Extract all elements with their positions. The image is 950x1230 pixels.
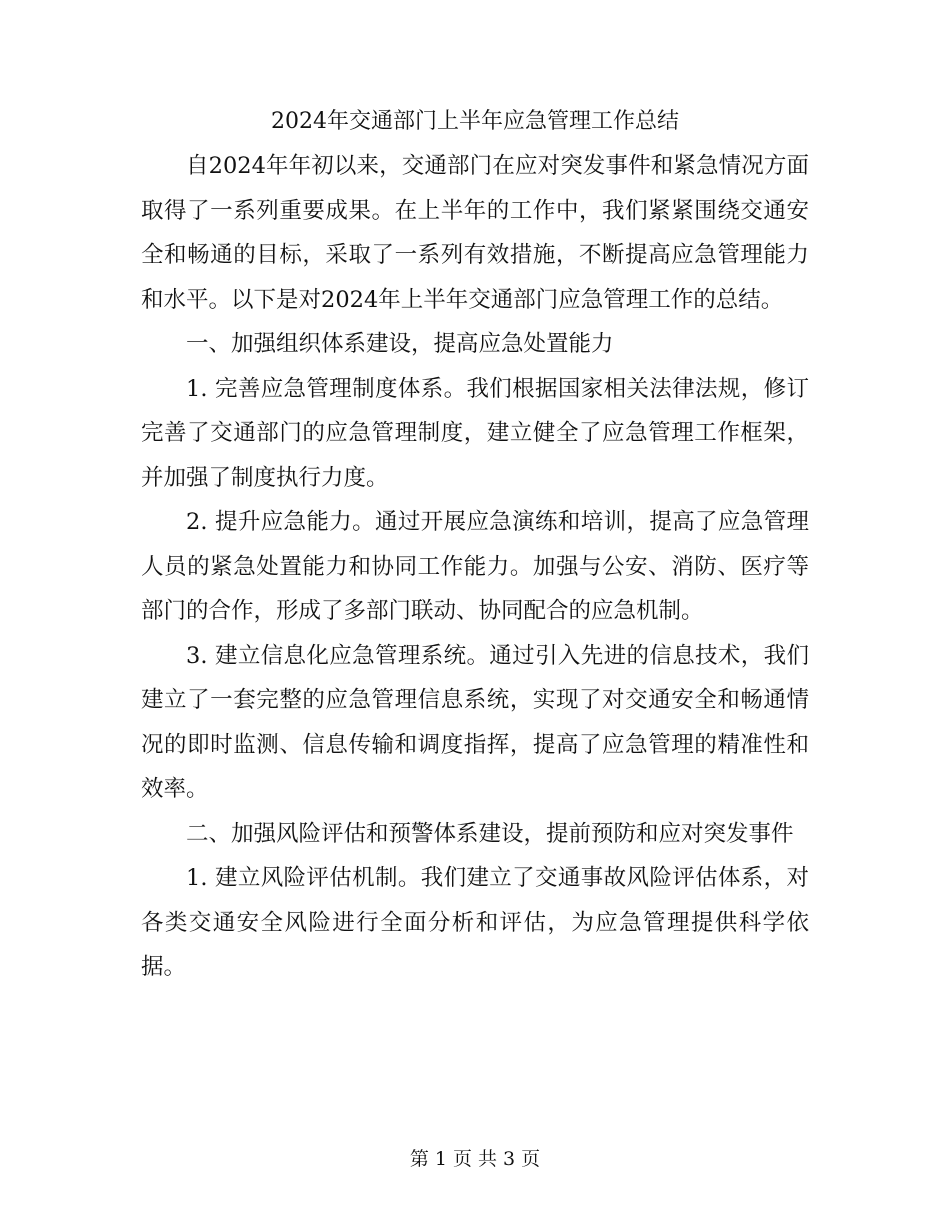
section-1-item-2: 2. 提升应急能力。通过开展应急演练和培训，提高了应急管理人员的紧急处置能力和协同工作能力。加强与公安、消防、医疗等部门的合作，形成了多部门联动、协同配合的应急机制。 xyxy=(141,509,809,624)
document-title: 2024年交通部门上半年应急管理工作总结 xyxy=(271,109,679,134)
intro-paragraph: 自2024年年初以来，交通部门在应对突发事件和紧急情况方面取得了一系列重要成果。在上半年的工作中，我们紧紧围绕交通安全和畅通的目标，采取了一系列有效措施，不断提高应急管理能力和水平。以下是对2024年上半年交通部门应急管理工作的总结。 xyxy=(141,153,809,313)
document-body xyxy=(141,100,809,990)
section-heading-1: 一、加强组织体系建设，提高应急处置能力 xyxy=(186,331,614,357)
section-1-item-1: 1. 完善应急管理制度体系。我们根据国家相关法律法规，修订完善了交通部门的应急管理制度，建立健全了应急管理工作框架，并加强了制度执行力度。 xyxy=(141,375,809,491)
section-1-item-3: 3. 建立信息化应急管理系统。通过引入先进的信息技术，我们建立了一套完整的应急管理信息系统，实现了对交通安全和畅通情况的即时监测、信息传输和调度指挥，提高了应急管理的精准性和效率。 xyxy=(141,642,809,802)
section-2-item-1: 1. 建立风险评估机制。我们建立了交通事故风险评估体系，对各类交通安全风险进行全面分析和评估，为应急管理提供科学依据。 xyxy=(141,865,809,980)
page-number-footer: 第 1 页 共 3 页 xyxy=(409,1148,541,1170)
section-heading-2: 二、加强风险评估和预警体系建设，提前预防和应对突发事件 xyxy=(186,820,794,847)
